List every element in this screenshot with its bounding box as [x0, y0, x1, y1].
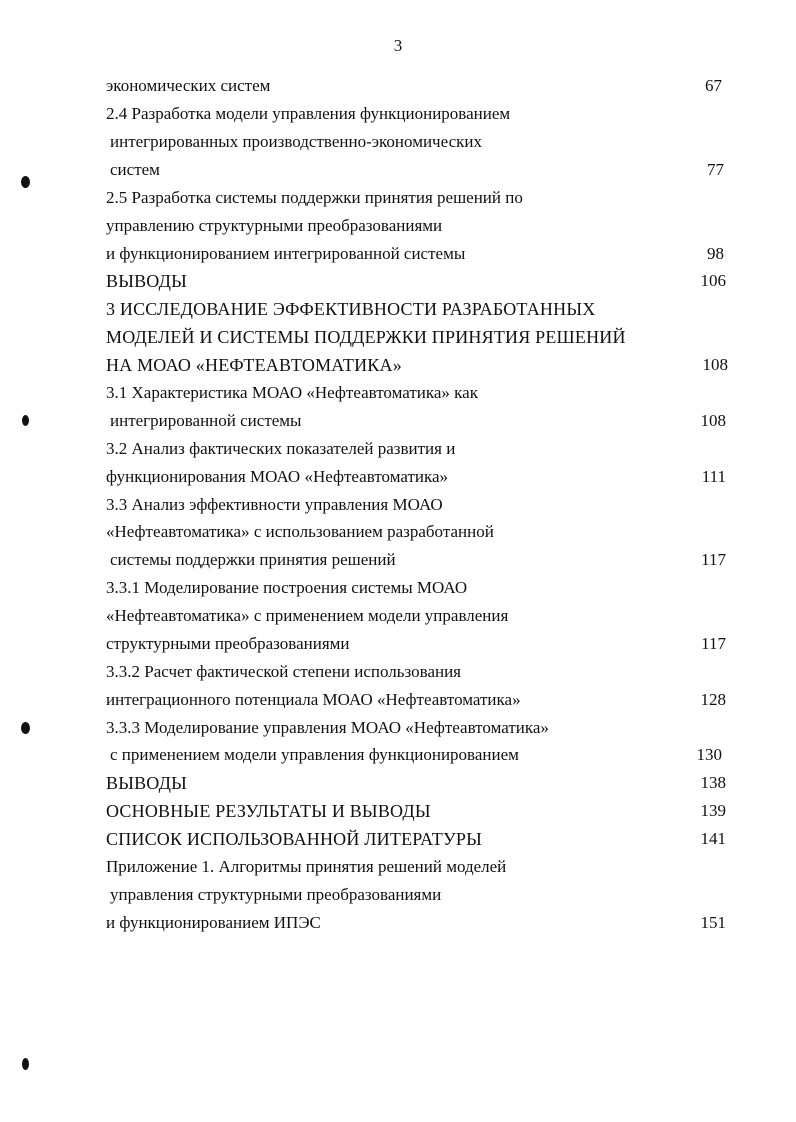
- toc-line: 2.4 Разработка модели управления функционированием: [106, 104, 511, 123]
- toc-page-number: 98: [707, 244, 724, 263]
- toc-line: функционирования МОАО «Нефтеавтоматика»: [106, 467, 449, 486]
- toc-line: и функционированием интегрированной системы: [106, 244, 466, 263]
- toc-line: «Нефтеавтоматика» с использованием разработанной: [106, 522, 494, 541]
- toc-page-number: 108: [702, 355, 728, 374]
- toc-line: управлению структурными преобразованиями: [106, 216, 443, 235]
- toc-line: ВЫВОДЫ: [106, 271, 187, 291]
- toc-page-number: 117: [701, 634, 726, 653]
- toc-line: системы поддержки принятия решений: [110, 550, 396, 569]
- binder-hole-mark: [21, 722, 30, 734]
- toc-line: и функционированием ИПЭС: [106, 913, 321, 932]
- toc-page-number: 117: [701, 550, 726, 569]
- toc-line: интегрированной системы: [110, 411, 302, 430]
- toc-line: 3.2 Анализ фактических показателей развития и: [106, 439, 456, 458]
- binder-hole-mark: [22, 415, 29, 426]
- toc-page-number: 139: [700, 801, 726, 820]
- toc-line: систем: [110, 160, 160, 179]
- toc-page-number: 138: [700, 773, 726, 792]
- toc-line: МОДЕЛЕЙ И СИСТЕМЫ ПОДДЕРЖКИ ПРИНЯТИЯ РЕШЕНИЙ: [106, 327, 626, 347]
- toc-line: НА МОАО «НЕФТЕАВТОМАТИКА»: [106, 355, 402, 375]
- toc-line: 3.3.3 Моделирование управления МОАО «Нефтеавтоматика»: [106, 718, 549, 737]
- toc-page-number: 106: [700, 271, 726, 290]
- toc-line: ОСНОВНЫЕ РЕЗУЛЬТАТЫ И ВЫВОДЫ: [106, 801, 431, 821]
- toc-line: ВЫВОДЫ: [106, 773, 187, 793]
- toc-line: 3.1 Характеристика МОАО «Нефтеавтоматика» как: [106, 383, 478, 402]
- toc-page-number: 128: [700, 690, 726, 709]
- toc-line: Приложение 1. Алгоритмы принятия решений моделей: [106, 857, 507, 876]
- toc-line: структурными преобразованиями: [106, 634, 350, 653]
- toc-line: 3.3 Анализ эффективности управления МОАО: [106, 495, 443, 514]
- toc-page-number: 130: [696, 745, 722, 764]
- toc-page-number: 111: [701, 467, 726, 486]
- toc-line: 3 ИССЛЕДОВАНИЕ ЭФФЕКТИВНОСТИ РАЗРАБОТАННЫХ: [106, 299, 596, 319]
- toc-line: СПИСОК ИСПОЛЬЗОВАННОЙ ЛИТЕРАТУРЫ: [106, 829, 483, 849]
- toc-line: интегрированных производственно-экономических: [110, 132, 482, 151]
- toc-line: 2.5 Разработка системы поддержки принятия решений по: [106, 188, 523, 207]
- toc-line: экономических систем: [106, 76, 271, 95]
- binder-hole-mark: [21, 176, 30, 188]
- toc-line: управления структурными преобразованиями: [110, 885, 442, 904]
- page-number: 3: [393, 36, 403, 55]
- toc-line: интеграционного потенциала МОАО «Нефтеавтоматика»: [106, 690, 521, 709]
- toc-line: 3.3.2 Расчет фактической степени использования: [106, 662, 461, 681]
- toc-line: с применением модели управления функционированием: [110, 745, 519, 764]
- toc-page-number: 67: [705, 76, 722, 95]
- toc-page-number: 141: [700, 829, 726, 848]
- toc-line: 3.3.1 Моделирование построения системы МОАО: [106, 578, 468, 597]
- binder-hole-mark: [22, 1058, 29, 1070]
- toc-page-number: 77: [707, 160, 724, 179]
- toc-line: «Нефтеавтоматика» с применением модели управления: [106, 606, 509, 625]
- toc-page-number: 151: [700, 913, 726, 932]
- toc-page-number: 108: [700, 411, 726, 430]
